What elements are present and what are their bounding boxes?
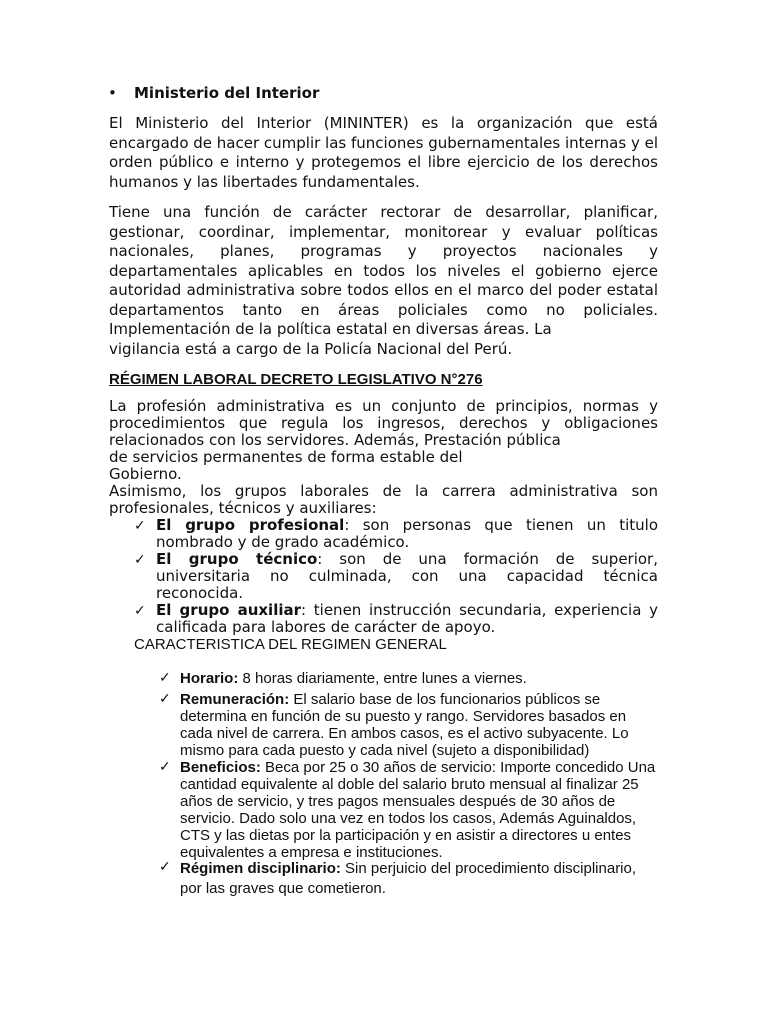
check-icon: ✓ xyxy=(134,603,146,619)
feature-label: Remuneración: xyxy=(180,691,290,708)
feature-text: El salario base de los funcionarios públicos se determina en función de su puesto y rango. Servidores basados en cada nivel de carrera. En ambos casos, es el activo subyacente. Lo mismo para cada puesto y cada nivel (sujeto a disponibilidad) xyxy=(180,691,629,759)
subsection-heading-caracteristicas: CARACTERISTICA DEL REGIMEN GENERAL xyxy=(134,636,447,653)
feature-horario xyxy=(180,670,660,687)
check-icon: ✓ xyxy=(159,669,171,685)
feature-remuneracion xyxy=(180,691,660,759)
list-item-grupo-auxiliar xyxy=(156,602,658,636)
feature-text: 8 horas diariamente, entre lunes a viernes. xyxy=(238,670,527,687)
section-heading-regimen: RÉGIMEN LABORAL DECRETO LEGISLATIVO N°276 xyxy=(109,371,483,388)
list-item-text: : son de una formación de superior, universitaria no culminada, con una capacidad técnica reconocida. xyxy=(156,550,658,602)
list-item-label: El grupo técnico xyxy=(156,550,318,568)
paragraph-profesion-line5: Gobierno. xyxy=(109,465,182,483)
check-icon: ✓ xyxy=(134,552,146,568)
paragraph-profesion-administrativa: La profesión administrativa es un conjunto de principios, normas y procedimientos que regula los ingresos, derechos y obligaciones relacionados con los servidores. Además, Prestación pública xyxy=(109,397,658,449)
paragraph-mininter-definition: El Ministerio del Interior (MININTER) es la organización que está encargado de hacer cumplir las funciones gubernamentales internas y el orden público e interno y protegemos el libre ejercicio de los derechos humanos y las libertades fundamentales. xyxy=(109,114,658,191)
feature-text: Beca por 25 o 30 años de servicio: Importe concedido Una cantidad equivalente al doble del salario bruto mensual al finalizar 25 años de servicio, y tres pagos mensuales después de 30 años de servicio. Dado solo una vez en todos los casos, Además Aguinaldos, CTS y las dietas por la participación y en asistir a directores u entes equivalentes a empresa e instituciones. xyxy=(180,759,656,861)
paragraph-mininter-function: Tiene una función de carácter rectorar de desarrollar, planificar, gestionar, coordinar, implementar, monitorear y evaluar políticas nacionales, planes, programas y proyectos nacionales y departamentales aplicables en todos los niveles el gobierno ejerce autoridad administrativa sobre todos ellos en el marco del poder estatal departamentos tanto en áreas policiales como no policiales. Implementación de la política estatal en diversas áreas. La xyxy=(109,203,658,338)
check-icon: ✓ xyxy=(159,758,171,774)
paragraph-mininter-function-last-line: vigilancia está a cargo de la Policía Nacional del Perú. xyxy=(109,340,513,358)
list-item-label: El grupo profesional xyxy=(156,516,345,534)
list-item-text: : tienen instrucción secundaria, experiencia y calificada para labores de carácter de apoyo. xyxy=(156,601,659,636)
list-item-grupo-tecnico xyxy=(156,551,658,602)
list-item-label: El grupo auxiliar xyxy=(156,601,302,619)
check-icon: ✓ xyxy=(159,690,171,706)
feature-label: Régimen disciplinario: xyxy=(180,860,341,877)
list-item-grupo-profesional xyxy=(156,517,658,551)
bullet-dot: • xyxy=(108,84,117,102)
feature-regimen-disciplinario xyxy=(180,859,660,899)
feature-text: Sin perjuicio del procedimiento disciplinario, por las graves que cometieron. xyxy=(180,860,637,897)
feature-label: Beneficios: xyxy=(180,759,261,776)
check-icon: ✓ xyxy=(159,858,171,874)
paragraph-grupos-laborales: Asimismo, los grupos laborales de la carrera administrativa son profesionales, técnicos y auxiliares: xyxy=(109,482,658,517)
list-item-text: : son personas que tienen un titulo nombrado y de grado académico. xyxy=(156,516,658,551)
section-heading-ministerio: Ministerio del Interior xyxy=(134,84,320,102)
check-icon: ✓ xyxy=(134,518,146,534)
paragraph-profesion-line4: de servicios permanentes de forma estable del xyxy=(109,448,463,466)
feature-beneficios xyxy=(180,759,660,861)
feature-label: Horario: xyxy=(180,670,239,687)
